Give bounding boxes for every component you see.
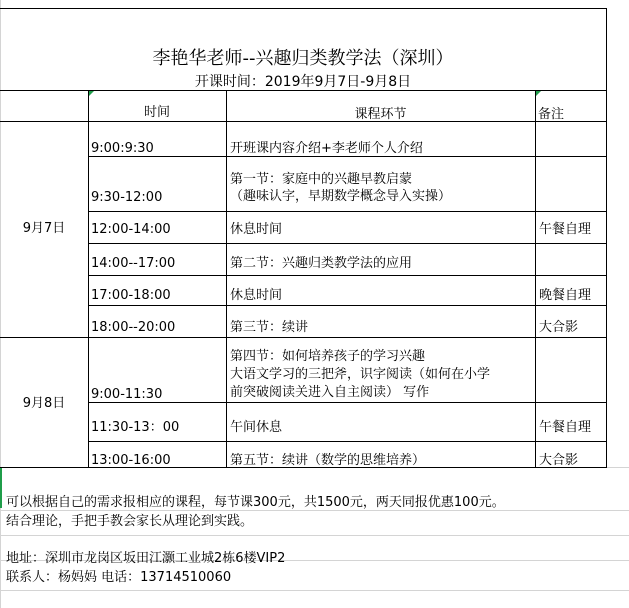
day-separator-line [0, 337, 607, 338]
table-row-content: 午间休息 [230, 420, 283, 435]
cell-indicator-mark [536, 91, 541, 96]
table-row-note: 午餐自理 [539, 222, 592, 237]
row-line [88, 275, 607, 276]
table-row-content: 前突破阅读关进入自主阅读） 写作 [230, 385, 430, 400]
table-row-note: 晚餐自理 [539, 288, 592, 303]
table-row-note: 大合影 [539, 320, 579, 335]
day-label: 9月8日 [22, 396, 66, 411]
table-row-time: 9:30-12:00 [91, 190, 163, 205]
column-header-content: 课程环节 [354, 107, 407, 122]
table-row-note: 午餐自理 [539, 420, 592, 435]
table-row-content: 第一节：家庭中的兴趣早教启蒙 [230, 172, 413, 187]
row-selection-marker [0, 468, 2, 508]
table-row-content: 开班课内容介绍+李老师个人介绍 [230, 141, 423, 156]
contact-line: 联系人：杨妈妈 电话：13714510060 [6, 570, 232, 585]
col-line-time [88, 90, 89, 468]
table-border-right [606, 8, 607, 468]
page-title: 李艳华老师--兴趣归类教学法（深圳） [152, 48, 454, 69]
row-line [88, 305, 607, 306]
col-line-note [535, 90, 536, 468]
table-row-time: 14:00--17:00 [91, 256, 176, 271]
table-row-note: 大合影 [539, 453, 579, 468]
table-row-time: 11:30-13：00 [91, 420, 180, 435]
table-row-content: 第五节：续讲（数学的思维培养） [230, 453, 426, 468]
table-row-content: 第二节：兴趣归类教学法的应用 [230, 256, 413, 271]
table-row-content: 第四节：如何培养孩子的学习兴趣 [230, 349, 426, 364]
row-line [88, 441, 607, 442]
row-line [88, 402, 607, 403]
column-header-time: 时间 [143, 105, 170, 120]
col-line-content [226, 90, 227, 468]
address-line: 地址：深圳市龙岗区坂田江灏工业城2栋6楼VIP2 [6, 551, 286, 566]
day-label: 9月7日 [22, 221, 66, 236]
method-note: 结合理论，手把手教会家长从理论到实践。 [6, 514, 254, 529]
table-row-content: 第三节：续讲 [230, 320, 309, 335]
row-line [88, 211, 607, 212]
table-row-time: 9:00-11:30 [91, 387, 163, 402]
row-line [88, 243, 607, 244]
table-row-content: 休息时间 [230, 222, 283, 237]
column-header-note: 备注 [538, 107, 565, 122]
table-border-top [0, 8, 607, 9]
sheet-gridline [0, 590, 629, 591]
page-subtitle: 开课时间：2019年9月7日-9月8日 [194, 74, 412, 90]
sheet-gridline [0, 535, 629, 536]
table-row-content: 休息时间 [230, 288, 283, 303]
sheet-gridline [0, 0, 1, 608]
table-row-content: 大语文学习的三把斧，识字阅读（如何在小学 [230, 367, 491, 382]
table-row-time: 18:00--20:00 [91, 320, 176, 335]
table-row-time: 9:00:9:30 [91, 141, 154, 156]
pricing-note: 可以根据自己的需求报相应的课程，每节课300元，共1500元，两天同报优惠100元。 [6, 495, 505, 510]
table-row-time: 12:00-14:00 [91, 222, 171, 237]
table-row-time: 13:00-16:00 [91, 453, 171, 468]
cell-indicator-mark [89, 91, 94, 96]
table-row-time: 17:00-18:00 [91, 288, 171, 303]
table-row-content: （趣味认字，早期数学概念导入实操） [230, 189, 452, 204]
